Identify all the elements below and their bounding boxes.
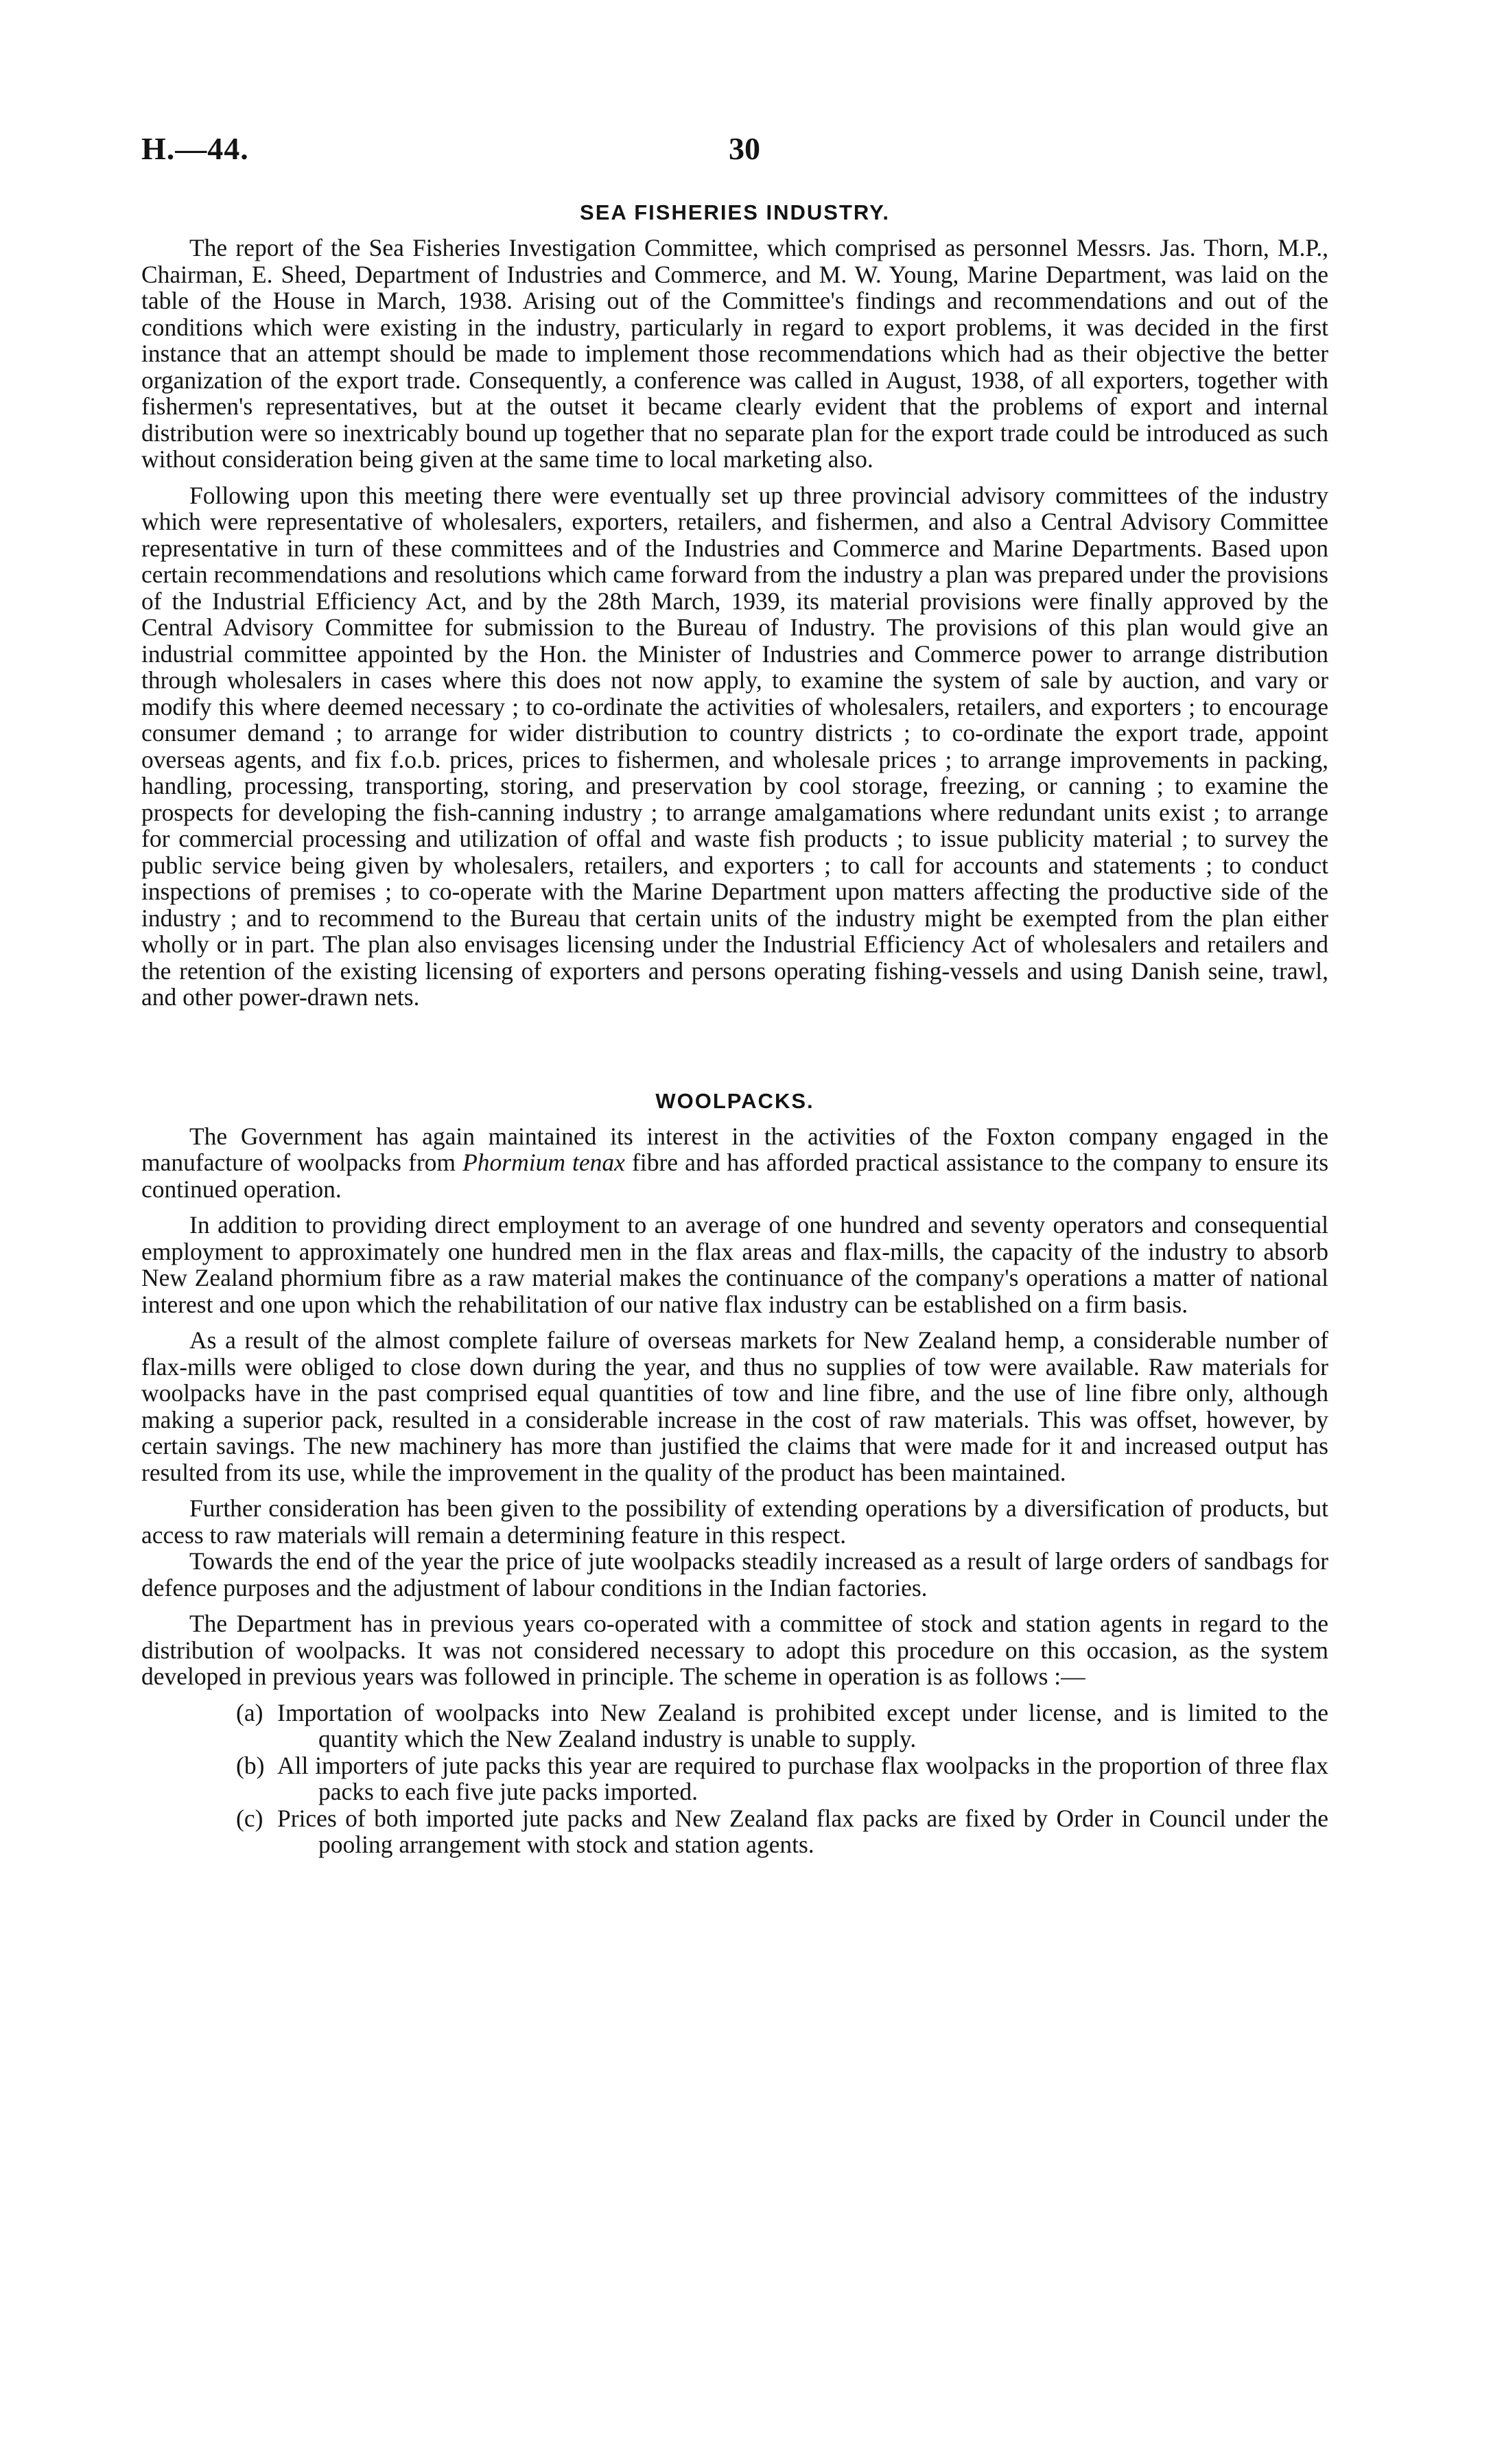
page-content: [141, 193, 1328, 1858]
paragraph-text: fibre and has afforded practical assistance to the company to ensure its continued operation.: [141, 1149, 1329, 1203]
paragraph: Following upon this meeting there were eventually set up three provincial advisory committees of the industry which were representative of wholesalers, exporters, retailers, and fishermen, and also a Central Advisory Committee representative in turn of these committees and of the Industries and Commerce and Marine Departments. Based upon certain recommendations and resolutions which came forward from the industry a plan was prepared under the provisions of the Industrial Efficiency Act, and by the 28th March, 1939, its material provisions were finally approved by the Central Advisory Committee for submission to the Bureau of Industry. The provisions of this plan would give an industrial committee appointed by the Hon. the Minister of Industries and Commerce power to arrange distribution through wholesalers in cases where this does not now apply, to examine the system of sale by auction, and vary or modify this where deemed necessary ; to co-ordinate the activities of wholesalers, retailers, and exporters ; to encourage consumer demand ; to arrange for wider distribution to country districts ; to co-ordinate the export trade, appoint overseas agents, and fix f.o.b. prices, prices to fishermen, and wholesale prices ; to arrange improvements in packing, handling, processing, transporting, storing, and preservation by cool storage, freezing, or canning ; to examine the prospects for developing the fish-canning industry ; to arrange amalgamations where redundant units exist ; to arrange for commercial processing and utilization of offal and waste fish products ; to issue publicity material ; to survey the public service being given by wholesalers, retailers, and exporters ; to call for accounts and statements ; to conduct inspections of premises ; to co-operate with the Marine Department upon matters affecting the productive side of the industry ; and to recommend to the Bureau that certain units of the industry might be exempted from the plan either wholly or in part. The plan also envisages licensing under the Industrial Efficiency Act of wholesalers and retailers and the retention of the existing licensing of exporters and persons operating fishing-vessels and using Danish seine, trawl, and other power-drawn nets.: [141, 481, 1328, 1011]
list-item: [236, 1805, 1328, 1858]
list-marker: (b): [236, 1751, 265, 1779]
paragraph: Towards the end of the year the price of jute woolpacks steadily increased as a result of large orders of sandbags for defence purposes and the adjustment of labour conditions in the Indian factories.: [141, 1547, 1328, 1601]
list-item-text: All importers of jute packs this year are required to purchase flax woolpacks in the proportion of three flax packs to each five jute packs imported.: [277, 1751, 1328, 1805]
scheme-list: [141, 1700, 1328, 1858]
section-woolpacks: [141, 1082, 1328, 1858]
section-title: WOOLPACKS.: [655, 1088, 814, 1113]
list-marker: (a): [236, 1698, 263, 1726]
paragraph-text: The Government has again maintained its interest in the activities of the Foxton company engaged in the manufacture of woolpacks from: [141, 1122, 1328, 1176]
list-item-text: Prices of both imported jute packs and New Zealand flax packs are fixed by Order in Council under the pooling arrangement with stock and station agents.: [277, 1804, 1328, 1858]
species-name: Phormium tenax: [462, 1149, 625, 1176]
list-item: [236, 1700, 1328, 1752]
list-item-text: Importation of woolpacks into New Zealand is prohibited except under license, and is limited to the quantity which the New Zealand industry is unable to supply.: [277, 1698, 1328, 1752]
list-item: [236, 1752, 1328, 1805]
paragraph: Further consideration has been given to the possibility of extending operations by a diversification of products, but access to raw materials will remain a determining feature in this respect.: [141, 1494, 1328, 1549]
list-marker: (c): [236, 1804, 263, 1832]
paragraph: In addition to providing direct employment to an average of one hundred and seventy operators and consequential employment to approximately one hundred men in the flax areas and flax-mills, the capacity of the industry to absorb New Zealand phormium fibre as a raw material makes the continuance of the company's operations a matter of national interest and one upon which the rehabilitation of our native flax industry can be established on a firm basis.: [141, 1211, 1328, 1318]
paragraph: As a result of the almost complete failure of overseas markets for New Zealand hemp, a considerable number of flax-mills were obliged to close down during the year, and thus no supplies of tow were available. Raw materials for woolpacks have in the past comprised equal quantities of tow and line fibre, and the use of line fibre only, although making a superior pack, resulted in a considerable increase in the cost of raw materials. This was offset, however, by certain savings. The new machinery has more than justified the claims that were made for it and increased output has resulted from its use, while the improvement in the quality of the product has been maintained.: [141, 1326, 1328, 1486]
page-number: 30: [729, 131, 760, 166]
paragraph: The Department has in previous years co-operated with a committee of stock and station agents in regard to the distribution of woolpacks. It was not considered necessary to adopt this procedure on this occasion, as the system developed in previous years was followed in principle. The scheme in operation is as follows :—: [141, 1610, 1328, 1690]
section-sea-fisheries: [141, 193, 1328, 1011]
page-reference: H.—44.: [141, 131, 249, 166]
paragraph: The report of the Sea Fisheries Investigation Committee, which comprised as personnel Messrs. Jas. Thorn, M.P., Chairman, E. Sheed, Department of Industries and Commerce, and M. W. Young, Marine Department, was laid on the table of the House in March, 1938. Arising out of the Committee's findings and recommendations and out of the conditions which were existing in the industry, particularly in regard to export problems, it was decided in the first instance that an attempt should be made to implement those recommendations which had as their objective the better organization of the export trade. Consequently, a conference was called in August, 1938, of all exporters, together with fishermen's representatives, but at the outset it became clearly evident that the problems of export and internal distribution were so inextricably bound up together that no separate plan for the export trade could be introduced as such without consideration being given at the same time to local marketing also.: [141, 234, 1328, 473]
paragraph: [141, 1123, 1328, 1203]
section-title: SEA FISHERIES INDUSTRY.: [580, 200, 890, 224]
